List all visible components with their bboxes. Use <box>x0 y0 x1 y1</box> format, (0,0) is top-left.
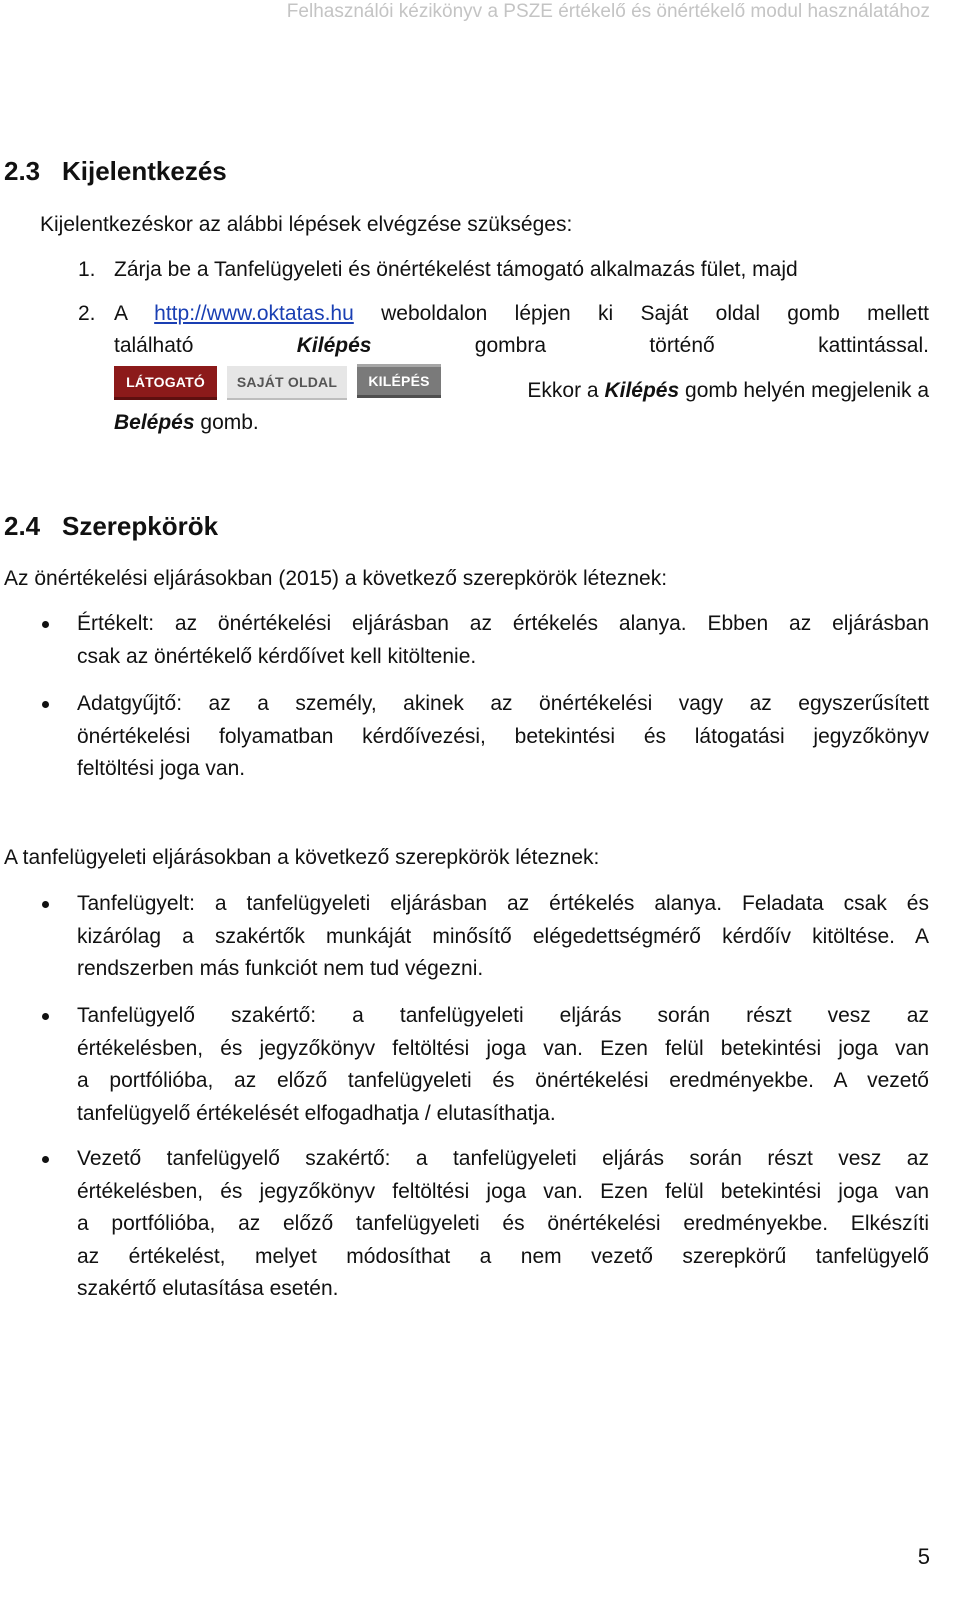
text-fragment: Ekkor a <box>527 379 599 402</box>
step-text: Zárja be a Tanfelügyeleti és önértékelést támogató alkalmazás fület, majd <box>114 258 798 281</box>
nav-logout-button[interactable]: KILÉPÉS <box>357 364 441 398</box>
step-2-word: található <box>114 334 194 357</box>
bullet-icon <box>42 621 49 628</box>
section-title: Szerepkörök <box>62 511 219 541</box>
logout-step-1 <box>78 253 798 286</box>
after-logout-line-1 <box>450 374 929 407</box>
roles-intro-inspection: A tanfelügyeleti eljárásokban a következő szerepkörök léteznek: <box>4 846 600 869</box>
step-2-line-1 <box>114 297 929 330</box>
text-line: önértékelési folyamatban kérdőívezési, betekintési és látogatási jegyzőkönyv <box>77 724 929 748</box>
logout-keyword: Kilépés <box>296 334 372 357</box>
after-logout-line-2 <box>114 406 259 439</box>
step-2-word: gombra <box>474 334 546 357</box>
section-number: 2.4 <box>4 511 41 541</box>
section-heading-szerepkorok <box>4 511 218 541</box>
text-line: Tanfelügyelt: a tanfelügyeleti eljárásban az értékelés alanya. Feladata csak és <box>77 892 929 915</box>
running-header: Felhasználói kézikönyv a PSZE értékelő és önértékelő modul használatához <box>286 1 930 22</box>
step-2-word: kattintással. <box>818 334 929 357</box>
logout-intro: Kijelentkezéskor az alábbi lépések elvégzése szükséges: <box>40 213 573 236</box>
text-fragment: gomb. <box>200 411 259 434</box>
text-line: feltöltési joga van. <box>77 757 246 780</box>
text-fragment: gomb helyén megjelenik a <box>685 379 929 402</box>
logout-keyword: Kilépés <box>604 379 680 402</box>
section-heading-kijelentkezes <box>4 156 227 186</box>
text-line: rendszerben más funkciót nem tud végezni. <box>77 957 484 980</box>
step-number: 2. <box>78 302 96 325</box>
text-line: Vezető tanfelügyelő szakértő: a tanfelügyeleti eljárás során részt vesz az <box>77 1147 929 1170</box>
text-line: értékelésben, és jegyzőkönyv feltöltési joga van. Ezen felül betekintési joga van <box>77 1036 929 1060</box>
step-2-word-a: A <box>114 302 127 325</box>
text-line: a portfólióba, az előző tanfelügyeleti és önértékelési eredményekbe. A vezető <box>77 1069 929 1092</box>
bullet-icon <box>42 1013 49 1020</box>
role-description <box>77 888 929 986</box>
roles-intro-self-eval: Az önértékelési eljárásokban (2015) a következő szerepkörök léteznek: <box>4 567 668 590</box>
role-description <box>77 608 929 673</box>
nav-own-page-button[interactable]: SAJÁT OLDAL <box>227 366 347 400</box>
text-line: Adatgyűjtő: az a személy, akinek az önértékelési vagy az egyszerűsített <box>77 692 929 715</box>
role-description <box>77 1143 929 1306</box>
step-2-line-2 <box>114 329 929 362</box>
section-title: Kijelentkezés <box>62 156 227 186</box>
bullet-icon <box>42 901 49 908</box>
text-line: értékelésben, és jegyzőkönyv feltöltési joga van. Ezen felül betekintési joga van <box>77 1179 929 1203</box>
role-description <box>77 1000 929 1130</box>
portal-nav-bar <box>114 364 441 400</box>
login-keyword: Belépés <box>114 411 195 434</box>
text-line: szakértő elutasítása esetén. <box>77 1277 339 1300</box>
step-2-rest: weboldalon lépjen ki Saját oldal gomb mellett <box>381 302 929 325</box>
role-description <box>77 688 929 786</box>
text-line: kizárólag a szakértők munkáját minősítő elégedettségmérő kérdőív kitöltése. A <box>77 924 929 948</box>
text-line: az értékelést, melyet módosíthat a nem vezető szerepkörű tanfelügyelő <box>77 1244 929 1268</box>
oktatas-link[interactable]: http://www.oktatas.hu <box>154 302 354 325</box>
text-line: Tanfelügyelő szakértő: a tanfelügyeleti eljárás során részt vesz az <box>77 1004 929 1027</box>
page-number: 5 <box>917 1544 930 1569</box>
nav-visitor-button[interactable]: LÁTOGATÓ <box>114 366 217 400</box>
text-line: tanfelügyelő értékelését elfogadhatja / elutasíthatja. <box>77 1101 556 1125</box>
text-line: a portfólióba, az előző tanfelügyeleti és önértékelési eredményekbe. Elkészíti <box>77 1212 929 1235</box>
text-line: Értékelt: az önértékelési eljárásban az értékelés alanya. Ebben az eljárásban <box>77 612 929 635</box>
step-2-word: történő <box>649 334 715 357</box>
bullet-icon <box>42 701 49 708</box>
bullet-icon <box>42 1156 49 1163</box>
step-number: 1. <box>78 258 96 281</box>
text-line: csak az önértékelő kérdőívet kell kitöltenie. <box>77 644 477 668</box>
section-number: 2.3 <box>4 156 41 186</box>
